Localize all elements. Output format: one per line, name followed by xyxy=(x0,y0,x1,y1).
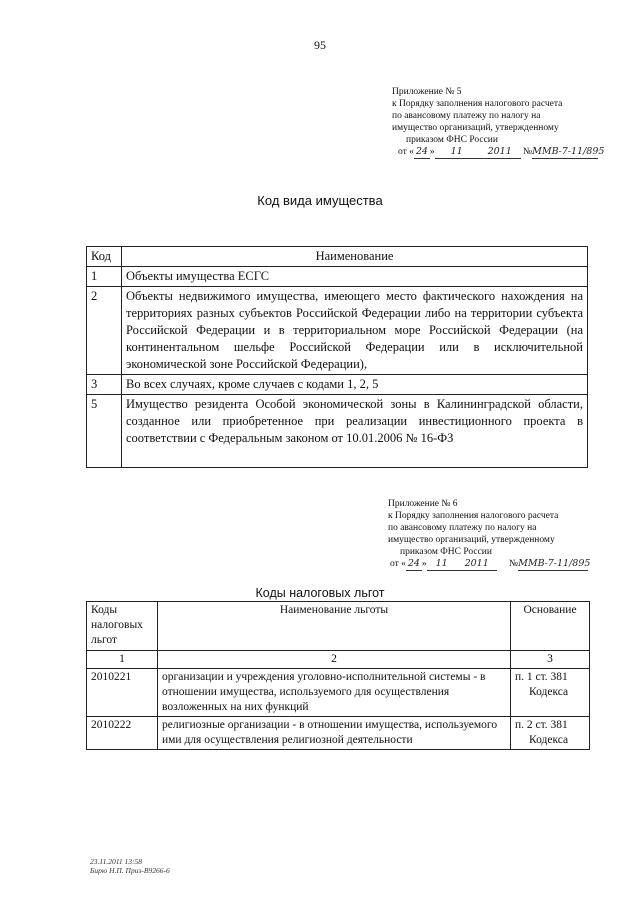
footer-timestamp: 23.11.2011 13:58 xyxy=(90,857,143,866)
date-month: 11 xyxy=(435,146,479,159)
appendix-5-header xyxy=(392,86,605,159)
basis-article: п. 2 ст. 381 xyxy=(515,719,568,731)
property-code-table xyxy=(86,246,588,468)
footer xyxy=(90,857,170,875)
row-code: 5 xyxy=(87,395,122,468)
basis-code: Кодекса xyxy=(529,734,569,746)
column-number: 1 xyxy=(87,651,158,669)
tax-benefit-code-table xyxy=(86,601,590,750)
appendix-6-line: Приложение № 6 xyxy=(388,499,458,509)
number-label: № xyxy=(509,559,519,569)
date-sep: » xyxy=(421,559,427,569)
appendix-5-date xyxy=(392,146,605,159)
column-number: 2 xyxy=(158,651,511,669)
column-number: 3 xyxy=(511,651,590,669)
number-label: № xyxy=(523,147,533,157)
table-row xyxy=(87,669,590,717)
table-row xyxy=(87,267,588,287)
row-code: 2010221 xyxy=(87,669,158,717)
document-number: ММВ-7-11/895 xyxy=(518,558,591,569)
date-day: 24 xyxy=(415,146,428,157)
appendix-5-line: к Порядку заполнения налогового расчета xyxy=(392,99,563,109)
date-sep: » xyxy=(429,147,435,157)
table-row xyxy=(87,395,588,468)
table-header-row xyxy=(87,247,588,267)
row-name: религиозные организации - в отношении имущества, используемого ими для осуществления религиозной деятельности xyxy=(158,717,511,750)
row-code: 1 xyxy=(87,267,122,287)
header-code: Коды налоговых льгот xyxy=(87,602,158,651)
table-header-row xyxy=(87,602,590,651)
appendix-5-line: Приложение № 5 xyxy=(392,87,462,97)
appendix-6-line: приказом ФНС России xyxy=(400,547,492,557)
column-number-row xyxy=(87,651,590,669)
row-code: 3 xyxy=(87,375,122,395)
appendix-6-header xyxy=(388,498,591,571)
row-name: Во всех случаях, кроме случаев с кодами 1, 2, 5 xyxy=(122,375,588,395)
appendix-6-line: к Порядку заполнения налогового расчета xyxy=(388,511,559,521)
date-year: 2011 xyxy=(457,558,497,571)
row-code: 2010222 xyxy=(87,717,158,750)
row-code: 2 xyxy=(87,287,122,375)
appendix-5-line: по авансовому платежу по налогу на xyxy=(392,111,541,121)
appendix-6-line: имущество организаций, утвержденному xyxy=(388,535,555,545)
table-row xyxy=(87,717,590,750)
table-row xyxy=(87,287,588,375)
row-name: Объекты имущества ЕСГС xyxy=(122,267,588,287)
row-name: Имущество резидента Особой экономической зоны в Калининградской области, созданное или приобретенное при реализации инвестиционного проекта в соответствии с Федеральным законом от 10.01.2006 № 16-ФЗ xyxy=(122,395,588,468)
basis-code: Кодекса xyxy=(529,686,569,698)
date-year: 2011 xyxy=(479,146,521,159)
footer-file-info: Бирю Н.П. Приз-В9266-6 xyxy=(90,866,170,875)
header-basis: Основание xyxy=(511,602,590,651)
header-name: Наименование xyxy=(122,247,588,267)
section-2-title: Коды налоговых льгот xyxy=(255,586,385,600)
date-day: 24 xyxy=(407,558,420,569)
row-name: организации и учреждения уголовно-исполнительной системы - в отношении имущества, используемого для осуществления возложенных на них функций xyxy=(158,669,511,717)
date-month: 11 xyxy=(427,558,457,571)
appendix-5-line: приказом ФНС России xyxy=(406,135,498,145)
appendix-5-line: имущество организаций, утвержденному xyxy=(392,123,559,133)
appendix-6-date xyxy=(388,558,591,571)
appendix-6-line: по авансовому платежу по налогу на xyxy=(388,523,537,533)
row-basis xyxy=(511,717,590,750)
header-code: Код xyxy=(87,247,122,267)
date-prefix: от « xyxy=(398,147,414,157)
header-name: Наименование льготы xyxy=(158,602,511,651)
table-row xyxy=(87,375,588,395)
document-number: ММВ-7-11/895 xyxy=(532,146,605,157)
basis-article: п. 1 ст. 381 xyxy=(515,671,568,683)
page-number: 95 xyxy=(314,38,326,52)
row-basis xyxy=(511,669,590,717)
row-name: Объекты недвижимого имущества, имеющего место фактического нахождения на территориях разных субъектов Российской Федерации либо на территории субъекта Российской Федерации и в территориальном море Российской Федерации (на континентальном шельфе Российской Федерации или в исключительной экономической зоне Российской Федерации), xyxy=(122,287,588,375)
date-prefix: от « xyxy=(390,559,406,569)
section-1-title: Код вида имущества xyxy=(257,193,383,208)
